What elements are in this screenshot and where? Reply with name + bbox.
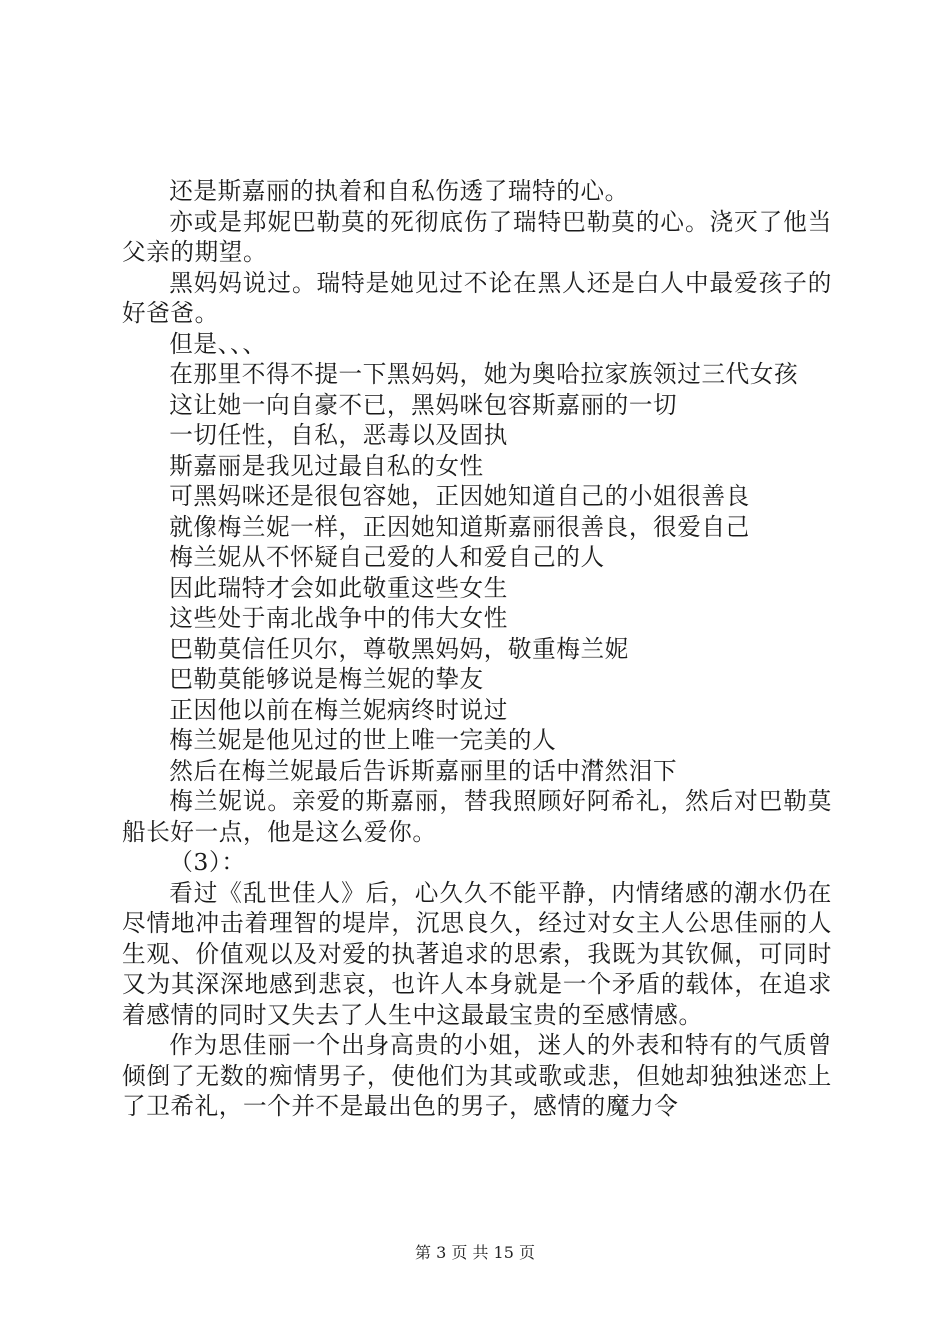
paragraph: 巴勒莫能够说是梅兰妮的挚友: [169, 665, 484, 693]
paragraph: 正因他以前在梅兰妮病终时说过: [169, 695, 508, 724]
paragraph: 就像梅兰妮一样，正因她知道斯嘉丽很善良，很爱自己: [169, 512, 750, 541]
paragraph: 这些处于南北战争中的伟大女性: [169, 604, 508, 632]
document-body: [122, 176, 832, 1122]
paragraph: 可黑妈咪还是很包容她，正因她知道自己的小姐很善良: [169, 482, 750, 510]
paragraph: 然后在梅兰妮最后告诉斯嘉丽里的话中潸然泪下: [169, 756, 678, 785]
paragraph: 斯嘉丽是我见过最自私的女性: [169, 451, 484, 480]
paragraph: 但是、、、: [169, 329, 267, 358]
paragraph: 看过《乱世佳人》后，心久久不能平静，内情绪感的潮水仍在尽情地冲击着理智的堤岸，沉思良久，经过对女主人公思佳丽的人生观、价值观以及对爱的执著追求的思索，我既为其钦佩，可同时又为其深深地感到悲哀，也许人本身就是一个矛盾的载体，在追求着感情的同时又失去了人生中这最最宝贵的至感情感。: [122, 878, 832, 1029]
paragraph: 梅兰妮是他见过的世上唯一完美的人: [169, 726, 557, 754]
section-number: （3）：: [169, 848, 246, 876]
page-footer: 第 3 页 共 15 页: [415, 1243, 535, 1262]
paragraph: 黑妈妈说过。瑞特是她见过不论在黑人还是白人中最爱孩子的好爸爸。: [122, 268, 832, 327]
paragraph: 这让她一向自豪不已，黑妈咪包容斯嘉丽的一切: [169, 390, 678, 419]
paragraph: 梅兰妮从不怀疑自己爱的人和爱自己的人: [169, 543, 605, 571]
paragraph: 巴勒莫信任贝尔，尊敬黑妈妈，敬重梅兰妮: [169, 634, 629, 663]
paragraph: 梅兰妮说。亲爱的斯嘉丽，替我照顾好阿希礼，然后对巴勒莫船长好一点，他是这么爱你。: [122, 787, 832, 846]
paragraph: 作为思佳丽一个出身高贵的小姐，迷人的外表和特有的气质曾倾倒了无数的痴情男子，使他们为其或歌或悲，但她却独独迷恋上了卫希礼，一个并不是最出色的男子，感情的魔力令: [122, 1031, 832, 1120]
paragraph: 在那里不得不提一下黑妈妈，她为奥哈拉家族领过三代女孩: [169, 360, 799, 388]
paragraph: 还是斯嘉丽的执着和自私伤透了瑞特的心。: [169, 177, 629, 205]
paragraph: 因此瑞特才会如此敬重这些女生: [169, 573, 508, 602]
paragraph: 一切任性，自私，恶毒以及固执: [169, 421, 508, 449]
paragraph: 亦或是邦妮巴勒莫的死彻底伤了瑞特巴勒莫的心。浇灭了他当父亲的期望。: [122, 207, 832, 266]
